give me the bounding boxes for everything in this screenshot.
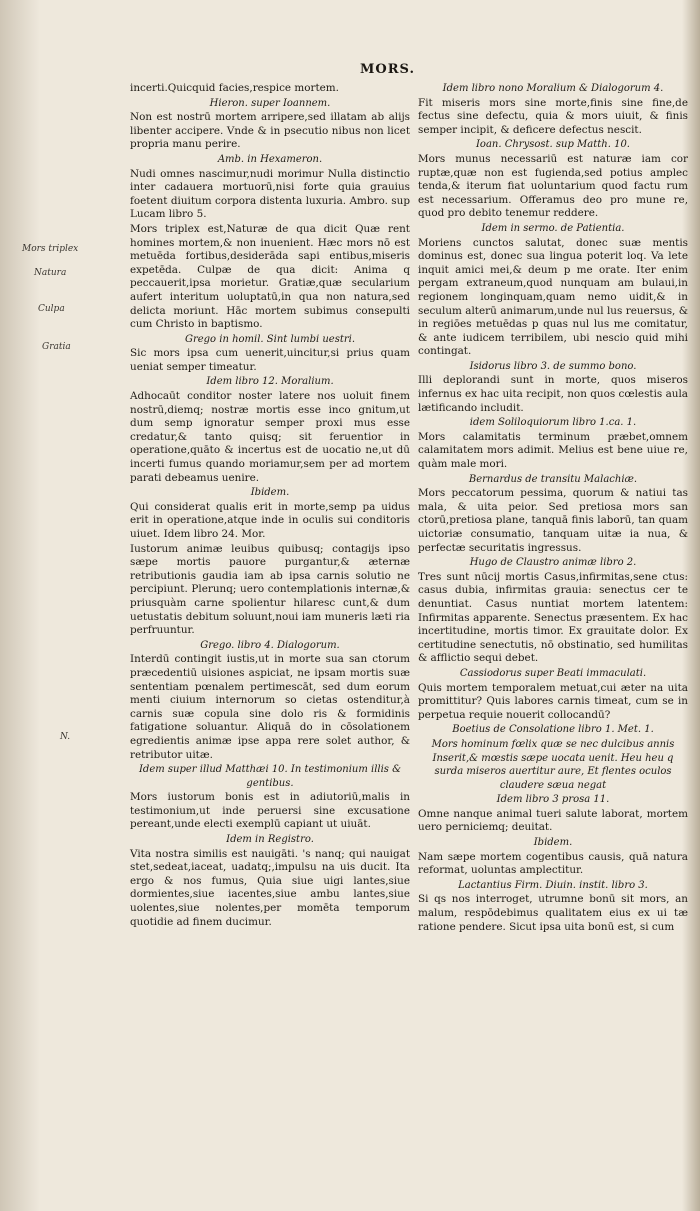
section-heading: Lactantius Firm. Diuin. instit. libro 3. [458, 879, 648, 891]
section-heading: Mors hominum fœlix quæ se nec dulcibus annis Inserit,& mœstis sæpe uocata uenit. Heu heu q surda miseros auertitur aure, Et flentes oculos claudere sæua negat [431, 738, 675, 791]
section-heading: Ibidem. [250, 487, 290, 499]
text-paragraph: Mors calamitatis terminum præbet,omnem calamitatem mors adimit. Melius est bene uiue re, quàm male mori. [418, 430, 688, 471]
section-heading: Hugo de Claustro animæ libro 2. [469, 557, 637, 569]
margin-note: Mors triplex [22, 244, 79, 254]
text-paragraph: Qui considerat qualis erit in morte,semp pa uidus erit in operatione,atque inde in oculis sui conditoris uiuet. Idem libro 24. Mor. [130, 500, 410, 540]
text-paragraph: Omne nanque animal tueri salute laborat, mortem uero perniciemq; deuitat. [418, 807, 688, 834]
section-heading: idem Soliloquiorum libro 1.ca. 1. [469, 417, 637, 429]
section-heading: Cassiodorus super Beati immaculati. [459, 667, 647, 679]
text-paragraph: Quis mortem temporalem metuat,cui æter na uita promittitur? Quis labores carnis timeat, cum se in perpetua requie nouerit collocandū? [418, 681, 688, 721]
text-paragraph: Adhocaūt conditor noster latere nos uoluit finem nostrū,diemq; nostræ mortis esse inco gnitum,ut dum semp ignoratur semper proxi mus esse credatur,& tanto quisq; sit feruentior in operatione,quāto & incertus est de uocatio ne,ut dū incerti fumus quando moriamur,sem per ad mortem parati debeamus uenire. [130, 390, 410, 484]
text-paragraph: Illi deplorandi sunt in morte, quos miseros infernus ex hac uita recipit, non quos cœlestis aula lætificando includit. [418, 374, 688, 414]
section-heading: Grego. libro 4. Dialogorum. [200, 639, 340, 651]
text-paragraph: Iustorum animæ leuibus quibusq; contagijs ipso sæpe mortis pauore purgantur,& æternæ retributionis gaudia iam ab ipsa carnis solutio ne percipiunt. Plerunq; uero contemplationis internæ,& priusquàm carne spolientur hilaresc cunt,& dum uetustatis debitum soluunt,noui iam muneris læti ria perfruuntur. [130, 542, 410, 637]
text-paragraph: Si qs nos interroget, utrumne bonū sit mors, an malum, respōdebimus qualitatem eius ex ui tæ ratione pendere. Sicut ipsa uita bonū est, si cum [418, 893, 688, 933]
text-paragraph: Vita nostra similis est nauigāti. 's nanq; qui nauigat stet,sedeat,iaceat, uadatq;,impulsu na uis ducit. Ita ergo & nos fumus, Quia siue uigi lantes,siue dormientes,siue iacentes,siue ambu lantes,siue uolentes,siue nolentes,per momēta temporum quotidie ad finem ducimur. [130, 847, 410, 928]
text-paragraph: Tres sunt nūcij mortis Casus,infirmitas,sene ctus: casus dubia, infirmitas grauia: senectus cer te denuntiat. Casus nuntiat mortem latentem: Infirmitas apparente. Senectus præsentem. Ex hac incertitudine, mortis timor. Ex grauitate dolor. Ex certitudine senectutis, nō obstinatio, sed humilitas & afflictio sequi debet. [418, 570, 688, 665]
section-heading: Boetius de Consolatione libro 1. Met. 1. [452, 724, 654, 736]
text-paragraph: Mors triplex est,Naturæ de qua dicit Quæ rent homines mortem,& non inuenient. Hæc mors nō est metuēda fortibus,desiderāda sapi entibus,miseris expetēda. Culpæ de qua dicit: Anima q peccauerit,ipsa morietur. Gratiæ,quæ secularium aufert interitum uoluptatū,in qua non natura,sed delicta moriunt. Hāc mortem subimus consepulti cum Christo in baptismo. [130, 222, 410, 331]
section-heading: Idem libro 12. Moralium. [206, 376, 334, 388]
text-paragraph: Sic mors ipsa cum uenerit,uincitur,si prius quam ueniat semper timeatur. [130, 347, 410, 373]
section-heading: Amb. in Hexameron. [217, 153, 323, 165]
section-heading: Hieron. super Ioannem. [209, 97, 331, 109]
text-paragraph: Nudi omnes nascimur,nudi morimur Nulla distinctio inter cadauera mortuorū,nisi forte quia grauius foetent diuitum corpora distenta luxuria. Ambro. sup Lucam libro 5. [130, 167, 410, 221]
text-paragraph: Nam sæpe mortem cogentibus causis, quā natura reformat, uoluntas amplectitur. [418, 850, 688, 877]
section-heading: Idem libro nono Moralium & Dialogorum 4. [442, 83, 664, 94]
margin-note: Natura [34, 268, 67, 278]
section-heading: Idem in sermo. de Patientia. [481, 222, 625, 234]
section-heading: Grego in homil. Sint lumbi uestri. [184, 333, 356, 345]
margin-note: Culpa [38, 304, 65, 314]
section-heading: Idem super illud Matthæi 10. In testimonium illis & gentibus. [138, 764, 402, 789]
page-gutter-shadow [0, 0, 40, 1211]
section-heading: Isidorus libro 3. de summo bono. [469, 360, 637, 372]
running-head: MORS. [360, 62, 415, 77]
section-heading: Ioan. Chrysost. sup Matth. 10. [475, 139, 630, 151]
right-text-column [418, 82, 688, 935]
text-paragraph: incerti.Quicquid facies,respice mortem. [130, 82, 339, 94]
text-paragraph: Non est nostrū mortem arripere,sed illatam ab alijs libenter accipere. Vnde & in psecutio nibus non licet propria manu perire. [130, 111, 410, 151]
text-paragraph: Interdū contingit iustis,ut in morte sua san ctorum præcedentiū uisiones aspiciat, ne ipsam mortis suæ sententiam pœnalem pertimescāt, sed dum eorum menti ciuium internorum so cietas ostenditur,à carnis suæ copula sine dolo ris & formidinis fatigatione soluantur. Aliquā do in cōsolationem egredientis animæ ipse appa rere solet author, & retributor uitæ. [130, 653, 410, 761]
section-heading: Idem libro 3 prosa 11. [496, 794, 610, 806]
text-paragraph: Mors munus necessariū est naturæ iam cor ruptæ,quæ non est fugienda,sed potius amplec tenda,& iterum fiat uoluntarium quod factu rum est necessarium. Offeramus deo pro mune re, quod pro debito tenemur reddere. [418, 152, 688, 220]
text-paragraph: Mors iustorum bonis est in adiutoriū,malis in testimonium,ut inde peruersi sine excusatione pereant,unde electi exemplū capiant ut uiuāt. [130, 791, 410, 831]
margin-note: Gratia [42, 342, 71, 352]
section-heading: Bernardus de transitu Malachiæ. [468, 473, 638, 485]
text-paragraph: Fit miseris mors sine morte,finis sine fine,de fectus sine defectu, quia & mors uiuit, & finis semper incipit, & deficere defectus nescit. [418, 96, 688, 136]
left-text-column [130, 82, 410, 930]
section-heading: Ibidem. [533, 837, 573, 849]
text-paragraph: Moriens cunctos salutat, donec suæ mentis dominus est, donec sua lingua poterit loq. Va lete inquit amici mei,& deum p me orate. Iter enim pergam extraneum,quod nunquam am bulaui,in regionem longinquam,quam nemo uidit,& in seculum alterū animarum,unde nul lus reuersus, & in regiōes metuēdas p quas nul lus me comitatur, & ante iudicem terribilem, ubi nescio quid mihi contingat. [418, 236, 688, 358]
margin-note: N. [60, 732, 71, 742]
section-heading: Idem in Registro. [226, 834, 314, 846]
text-paragraph: Mors peccatorum pessima, quorum & natiui tas mala, & uita peior. Sed pretiosa mors san ctorū,pretiosa plane, tanquā finis laborū, tan quam uictoriæ consumatio, tanquam uitæ ia nua, & perfectæ securitatis ingressus. [418, 487, 688, 554]
